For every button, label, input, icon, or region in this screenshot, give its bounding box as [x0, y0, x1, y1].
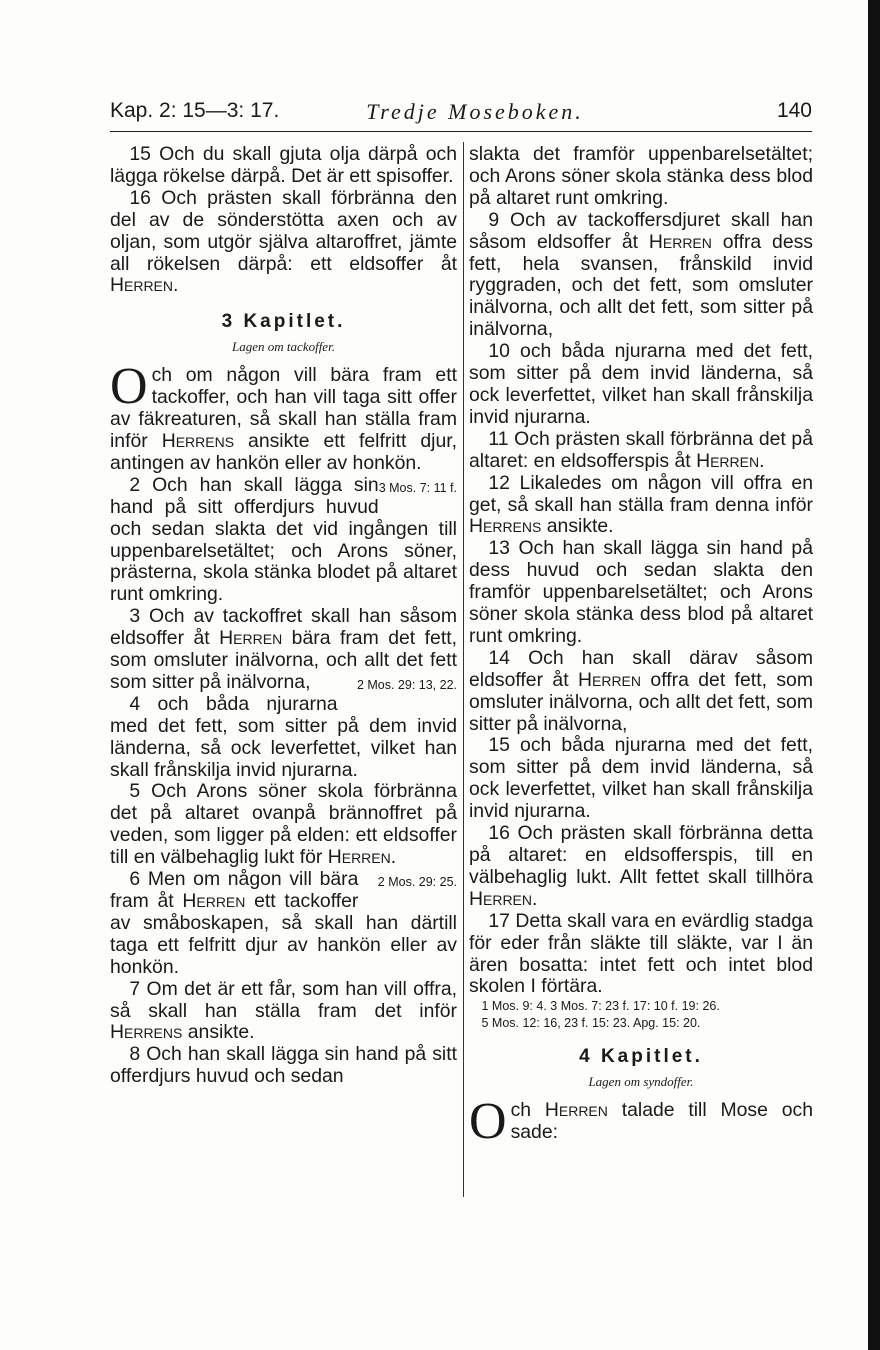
- verse-3-2: 2 Och han skall lägga sin hand på sitt offerdjurs huvud och sedan slakta det vid ingången till uppenbarelsetältet; och Arons söner, prästerna, skola stänka blodet på altaret runt omkring.: [110, 473, 457, 606]
- verse-4-1: Och Herren talade till Mose och sade:: [469, 1093, 814, 1151]
- chapter-4-subtitle: Lagen om syndoffer.: [588, 1074, 694, 1090]
- verse-2-16: 16 Och prästen skall förbränna den del av de sönderstötta axen och av oljan, som utgör själva altaroffret, jämte all rökelsen därpå: ett eldsoffer åt Herren.: [110, 186, 457, 297]
- page-edge: [868, 0, 880, 1350]
- chapter-3-subtitle: Lagen om tackoffer.: [232, 339, 335, 355]
- left-column: [110, 144, 457, 1088]
- verse-3-13: 13 Och han skall lägga sin hand på dess huvud och sedan slakta den framför uppenbarelsetältet; och Arons söner skola stänka dess blod på altaret runt omkring.: [469, 537, 813, 647]
- column-divider: [463, 142, 464, 1197]
- header-rule: [110, 131, 812, 132]
- verse-3-8: 8 Och han skall lägga sin hand på sitt offerdjurs huvud och sedan: [110, 1043, 457, 1088]
- verse-3-7: 7 Om det är ett får, som han vill offra, så skall han ställa fram det inför Herrens ansikte.: [110, 977, 457, 1044]
- verse-3-14: 14 Och han skall därav såsom eldsoffer åt Herren offra det fett, som omsluter inälvorna, och allt det fett, som sitter på inälvorna,: [469, 646, 813, 735]
- verse-3-8-continued: slakta det framför uppenbarelsetältet; och Arons söner skola stänka dess blod på altaret runt omkring.: [469, 143, 813, 209]
- verse-3-3: 3 Och av tackoffret skall han såsom eldsoffer åt Herren bära fram det fett, som omsluter inälvorna, och allt det fett som sitter på inälvorna, 2 Mos. 29: 13, 22.: [110, 606, 457, 694]
- page-number: 140: [776, 99, 812, 122]
- verse-3-10: 10 och båda njurarna med det fett, som sitter på dem invid länderna, så ock leverfettet, vilket han skall frånskilja invid njurarna.: [469, 340, 813, 428]
- drop-cap: O: [110, 358, 148, 416]
- verse-2-15: 15 Och du skall gjuta olja därpå och lägga rökelse därpå. Det är ett spisoffer.: [110, 143, 457, 187]
- verse-3-17: 17 Detta skall vara en evärdlig stadga för eder från släkte till släkte, var I än ären bosatta: intet fett och intet blod skolen I förtära.: [469, 909, 813, 998]
- verse-3-15: 15 och båda njurarna med det fett, som sitter på dem invid länderna, så ock leverfettet, vilket han skall frånskilja invid njurarna.: [469, 734, 813, 823]
- cross-reference: 2 Mos. 29: 13, 22.: [356, 677, 457, 692]
- verse-3-16: 16 Och prästen skall förbränna detta på altaret: en eldsofferspis, till en välbehaglig lukt. Allt fettet skall tillhöra Herren.: [469, 822, 813, 910]
- verse-3-11: 11 Och prästen skall förbränna det på altaret: en eldsofferspis åt Herren.: [469, 427, 813, 472]
- chapter-4-title: 4 Kapitlet.: [579, 1046, 703, 1068]
- cross-reference: 3 Mos. 7: 11 f.: [378, 480, 457, 495]
- chapter-reference: Kap. 2: 15—3: 17.: [110, 99, 280, 122]
- verse-3-12: 12 Likaledes om någon vill offra en get, så skall han ställa fram denna inför Herrens ansikte.: [469, 471, 813, 538]
- chapter-3-title: 3 Kapitlet.: [221, 311, 346, 333]
- cross-reference-line-2: 5 Mos. 12: 16, 23 f. 15: 23. Apg. 15: 20.: [481, 1016, 701, 1031]
- verse-3-5: 5 Och Arons söner skola förbränna det på altaret ovanpå brännoffret på veden, som ligger på elden: ett eldsoffer till en välbehaglig lukt för Herren. 2 Mos. 29: 25.: [110, 781, 457, 869]
- verse-3-4: 4 och båda njurarna med det fett, som sitter på dem invid länderna, så ock leverfettet, vilket han skall frånskilja invid njurarna.: [110, 692, 457, 781]
- verse-3-6: 6 Men om någon vill bära fram åt Herren ett tackoffer av småboskapen, så skall han därtill taga ett felfritt djur av hankön eller av honkön.: [110, 868, 457, 978]
- cross-reference: 2 Mos. 29: 25.: [377, 875, 457, 890]
- right-column: [469, 143, 814, 1151]
- divine-name: Herren: [110, 274, 174, 297]
- cross-reference-line-1: 1 Mos. 9: 4. 3 Mos. 7: 23 f. 17: 10 f. 19: 26.: [481, 999, 720, 1014]
- verse-3-9: 9 Och av tackoffersdjuret skall han såsom eldsoffer åt Herren offra dess fett, hela svansen, frånskild invid ryggraden, och det fett, som omsluter inälvorna, och allt det fett, som sitter på inälvorna,: [469, 208, 814, 341]
- verse-3-1: Och om någon vill bära fram ett tackoffer, och han vill taga sitt offer av fäkreaturen, så skall han ställa fram inför Herrens ansikte ett felfritt djur, antingen av hankön eller av honkön. 3 Mos. 7: 11 f.: [110, 365, 457, 475]
- drop-cap: O: [469, 1093, 507, 1151]
- book-title: Tredje Moseboken.: [366, 99, 584, 124]
- running-header: [110, 99, 812, 129]
